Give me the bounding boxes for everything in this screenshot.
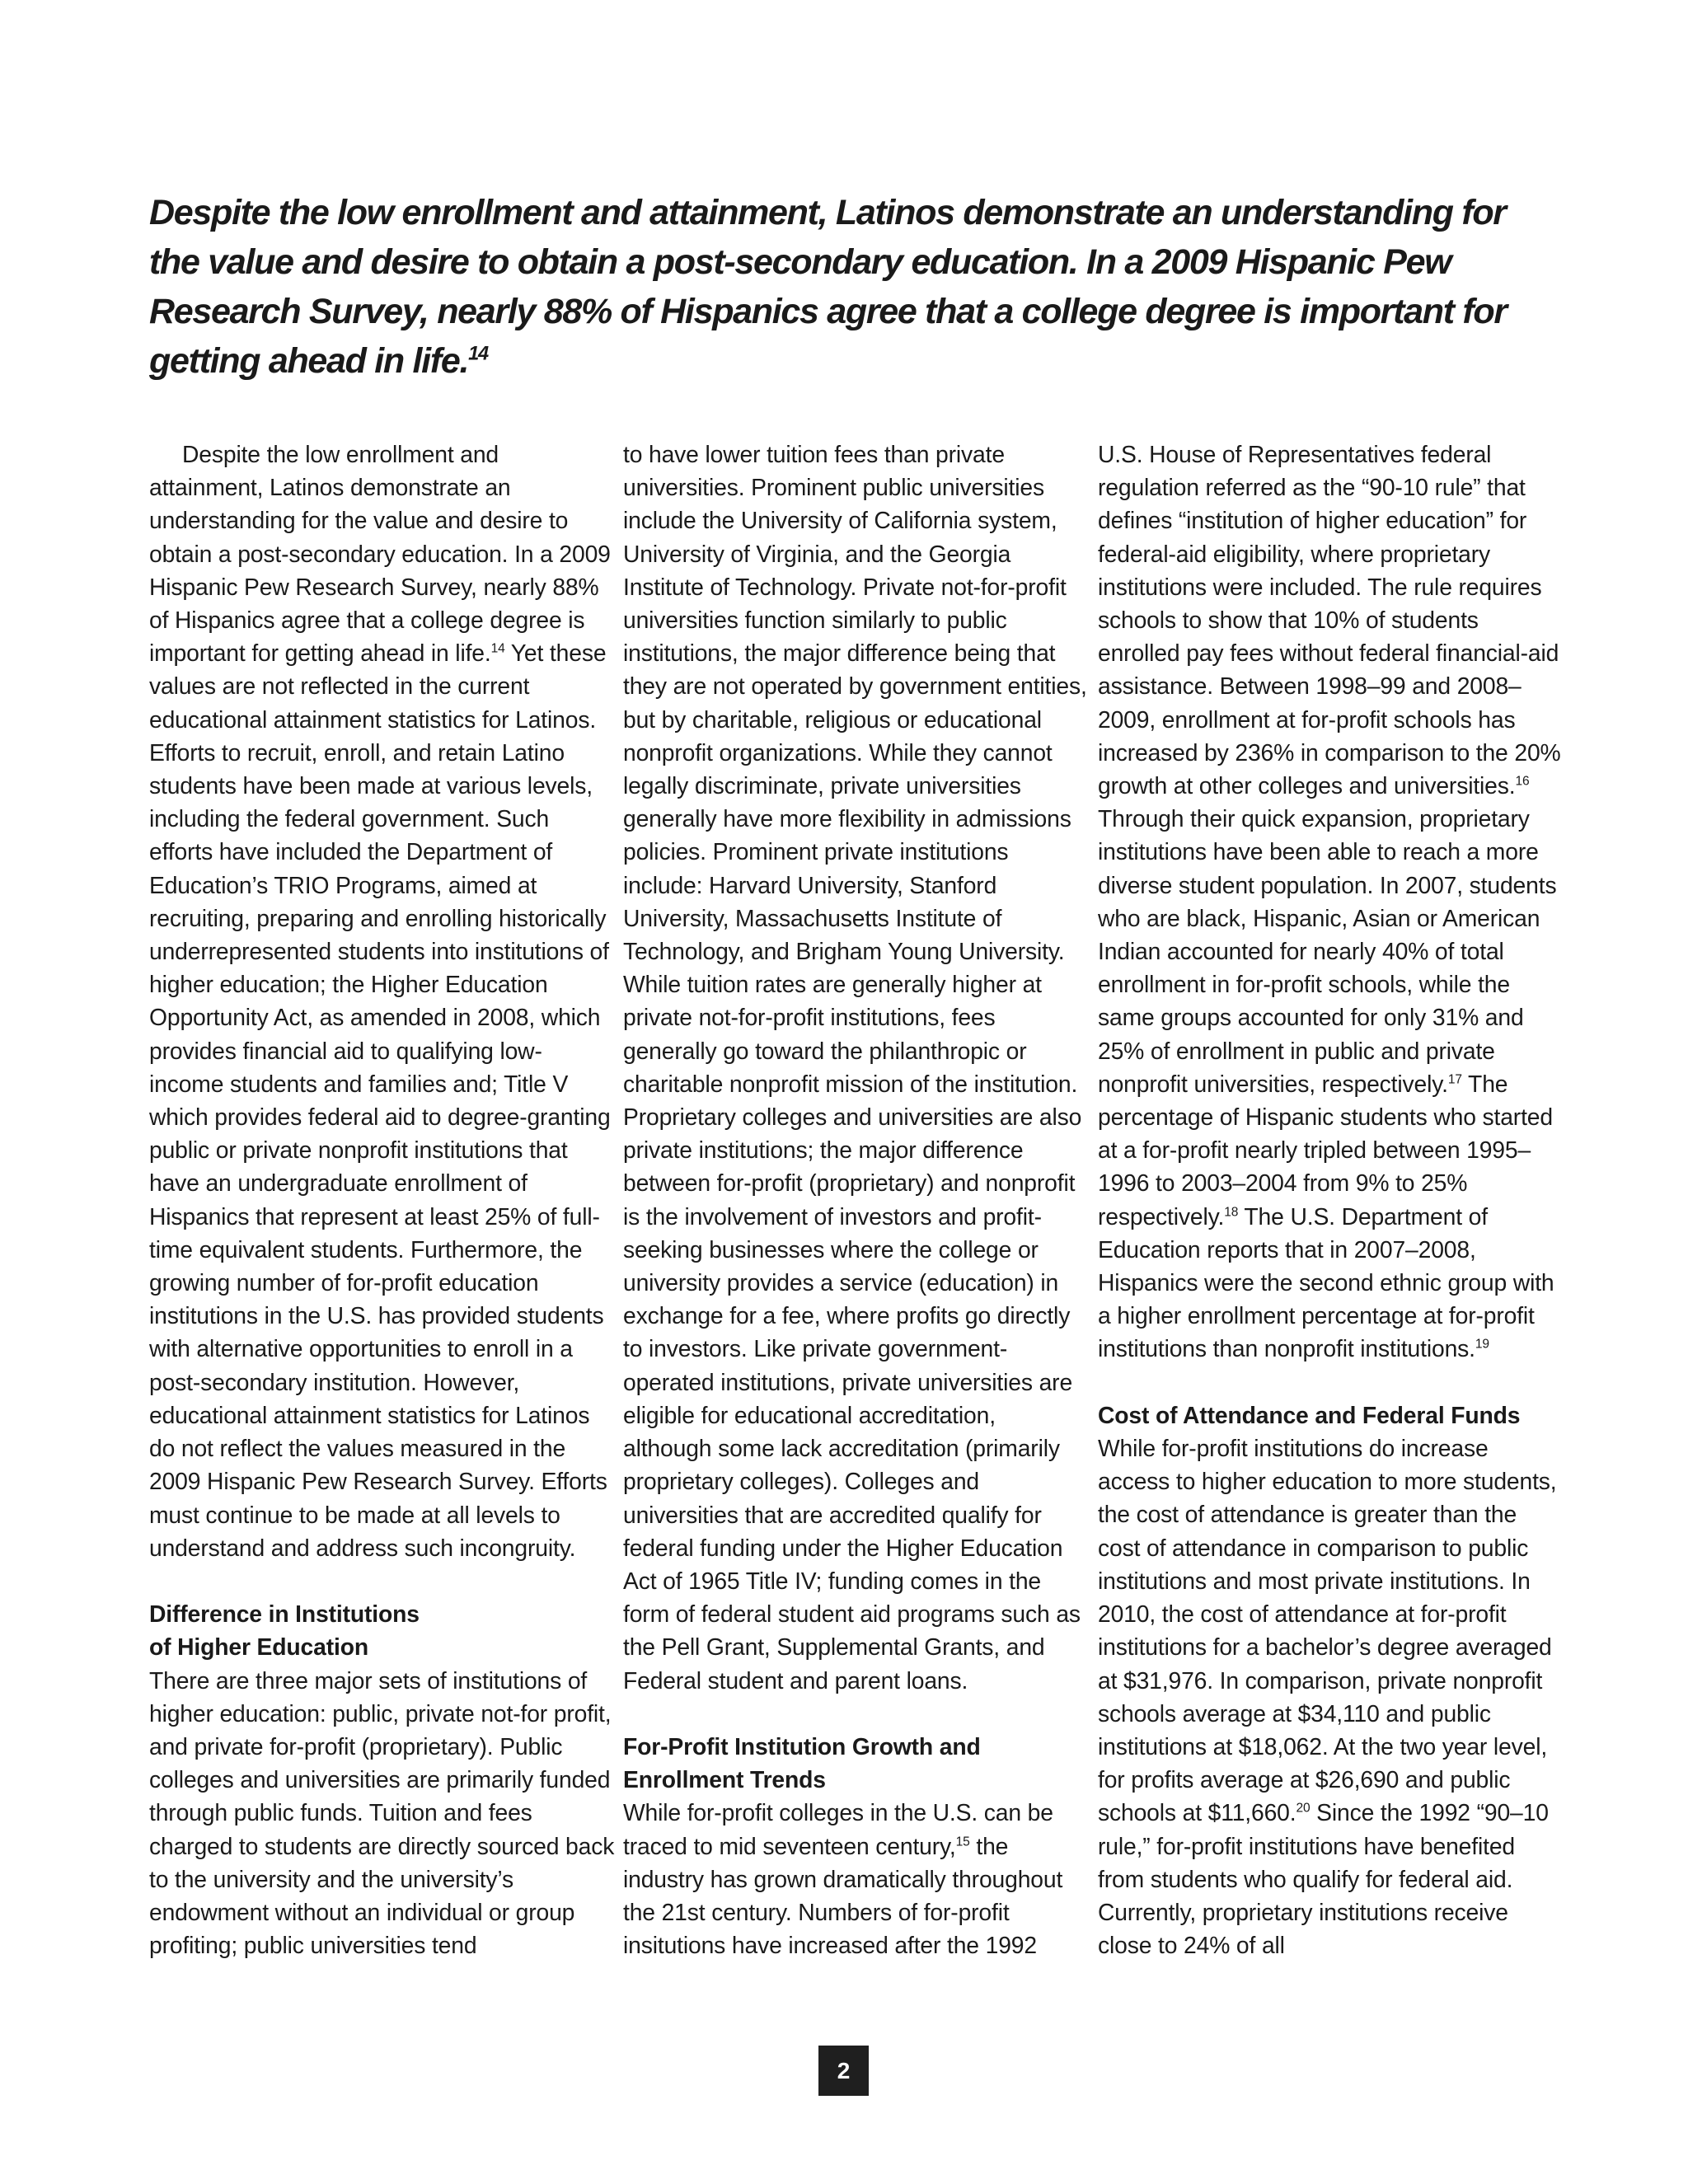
pull-quote — [149, 188, 1550, 386]
growth-heading — [623, 1730, 1089, 1796]
growth-text-b: the industry has grown dramatically throughout the 21st century. Numbers of for-profit insitutions have increased after the 1992 — [623, 1832, 1063, 1959]
footnote-ref-19: 19 — [1475, 1338, 1489, 1352]
growth-paragraph-2 — [1098, 438, 1564, 1366]
institutions-heading-line1: Difference in Institutions — [149, 1601, 420, 1628]
pull-quote-text: Despite the low enrollment and attainment, Latinos demonstrate an understanding for the value and desire to obtain a post-secondary education. In a 2009 Hispanic Pew Research Survey, nearly 88% of Hispanics agree that a college degree is important for getting ahead in life. — [149, 193, 1507, 381]
growth-heading-line2: Enrollment Trends — [623, 1766, 826, 1793]
growth-text-a: While for-profit colleges in the U.S. can be traced to mid seventeen century, — [623, 1799, 1053, 1859]
growth-paragraph-1 — [623, 1796, 1089, 1961]
footnote-ref-14: 14 — [490, 641, 505, 656]
footnote-ref-18: 18 — [1224, 1205, 1239, 1220]
footnote-ref-17: 17 — [1447, 1072, 1462, 1087]
intro-paragraph — [149, 438, 615, 1564]
column-1 — [149, 438, 615, 1961]
cost-paragraph — [1098, 1432, 1564, 1961]
institutions-heading-line2: of Higher Education — [149, 1633, 368, 1661]
footnote-ref-20: 20 — [1296, 1801, 1311, 1816]
cost-text-b: Since the 1992 “90–10 rule,” for-profit institutions have benefited from students who qualify for federal aid. Currently, proprietary institutions receive close to 24% of all — [1098, 1799, 1549, 1959]
growth-heading-line1: For-Profit Institution Growth and — [623, 1732, 981, 1760]
footnote-ref-16: 16 — [1515, 774, 1530, 789]
column-3 — [1098, 438, 1564, 1961]
cost-heading: Cost of Attendance and Federal Funds — [1098, 1401, 1521, 1428]
intro-text-a: Despite the low enrollment and attainment, Latinos demonstrate an understanding for the value and desire to obtain a post-secondary education. In a 2009 Hispanic Pew Research Survey, nearly 88% of Hispanics agree that a college degree is important for getting ahead in life. — [149, 441, 611, 667]
column-2 — [623, 438, 1089, 1961]
page-number: 2 — [818, 2046, 869, 2096]
institutions-paragraph-2: to have lower tuition fees than private universities. Prominent public universities include the University of California system, University of Virginia, and the Georgia Institute of Technology. Private not-for-profit universities function similarly to public institutions, the major difference being that they are not operated by government entities, but by charitable, religious or educational nonprofit organizations. While they cannot legally discriminate, private universities generally have more flexibility in admissions policies. Prominent private institutions include: Harvard University, Stanford University, Massachusetts Institute of Technology, and Brigham Young University. While tuition rates are generally higher at private not-for-profit institutions, fees generally go toward the philanthropic or charitable nonprofit mission of the institution. Proprietary colleges and universities are also private institutions; the major difference between for-profit (proprietary) and nonprofit is the involvement of investors and profit-seeking businesses where the college or university provides a service (education) in exchange for a fee, where profits go directly to investors. Like private government-operated institutions, private universities are eligible for educational accreditation, although some lack accreditation (primarily proprietary colleges). Colleges and universities that are accredited qualify for federal funding under the Higher Education Act of 1965 Title IV; funding comes in the form of federal student aid programs such as the Pell Grant, Supplemental Grants, and Federal student and parent loans. — [623, 441, 1087, 1694]
institutions-paragraph-1: There are three major sets of institutions of higher education: public, private not-for profit, and private for-profit (proprietary). Public colleges and universities are primarily funded through public funds. Tuition and fees charged to students are directly sourced back to the university and the university’s endowment without an individual or group profiting; public universities tend — [149, 1666, 615, 1959]
growth-text-c: U.S. House of Representatives federal regulation referred as the “90-10 rule” that defines “institution of higher education” for federal-aid eligibility, where proprietary institutions were included. The rule requires schools to show that 10% of students enrolled pay fees without federal financial-aid assistance. Between 1998–99 and 2008–2009, enrollment at for-profit schools has increased by 236% in comparison to the 20% growth at other colleges and universities. — [1098, 441, 1561, 799]
growth-text-f: The U.S. Department of Education reports that in 2007–2008, Hispanics were the second ethnic group with a higher enrollment percentage at for-profit institutions than nonprofit institutions. — [1098, 1202, 1554, 1362]
footnote-ref-15: 15 — [955, 1835, 970, 1849]
growth-text-d: Through their quick expansion, proprietary institutions have been able to reach a more diverse student population. In 2007, students who are black, Hispanic, Asian or American Indian accounted for nearly 40% of total enrollment in for-profit schools, while the same groups accounted for only 31% and 25% of enrollment in public and private nonprofit universities, respectively. — [1098, 805, 1557, 1097]
cost-text-a: While for-profit institutions do increase access to higher education to more students, the cost of attendance is greater than the cost of attendance in comparison to public institutions and most private institutions. In 2010, the cost of attendance at for-profit institutions for a bachelor’s degree averaged at $31,976. In comparison, private nonprofit schools average at $34,110 and public institutions at $18,062. At the two year level, for profits average at $26,690 and public schools at $11,660. — [1098, 1435, 1557, 1826]
institutions-heading — [149, 1597, 615, 1663]
growth-text-e: The percentage of Hispanic students who started at a for-profit nearly tripled between 1995–1996 to 2003–2004 from 9% to 25% respectively. — [1098, 1070, 1553, 1230]
intro-text-b: Yet these values are not reflected in the current educational attainment statistics for Latinos. Efforts to recruit, enroll, and retain Latino students have been made at various levels, including the federal government. Such efforts have included the Department of Education’s TRIO Programs, aimed at recruiting, preparing and enrolling historically underrepresented students into institutions of higher education; the Higher Education Opportunity Act, as amended in 2008, which provides financial aid to qualifying low-income students and families and; Title V which provides federal aid to degree-granting public or private nonprofit institutions that have an undergraduate enrollment of Hispanics that represent at least 25% of full-time equivalent students. Furthermore, the growing number of for-profit education institutions in the U.S. has provided students with alternative opportunities to enroll in a post-secondary institution. However, educational attainment statistics for Latinos do not reflect the values measured in the 2009 Hispanic Pew Research Survey. Efforts must continue to be made at all levels to understand and address such incongruity. — [149, 640, 611, 1561]
pull-quote-footnote-ref: 14 — [468, 343, 488, 365]
